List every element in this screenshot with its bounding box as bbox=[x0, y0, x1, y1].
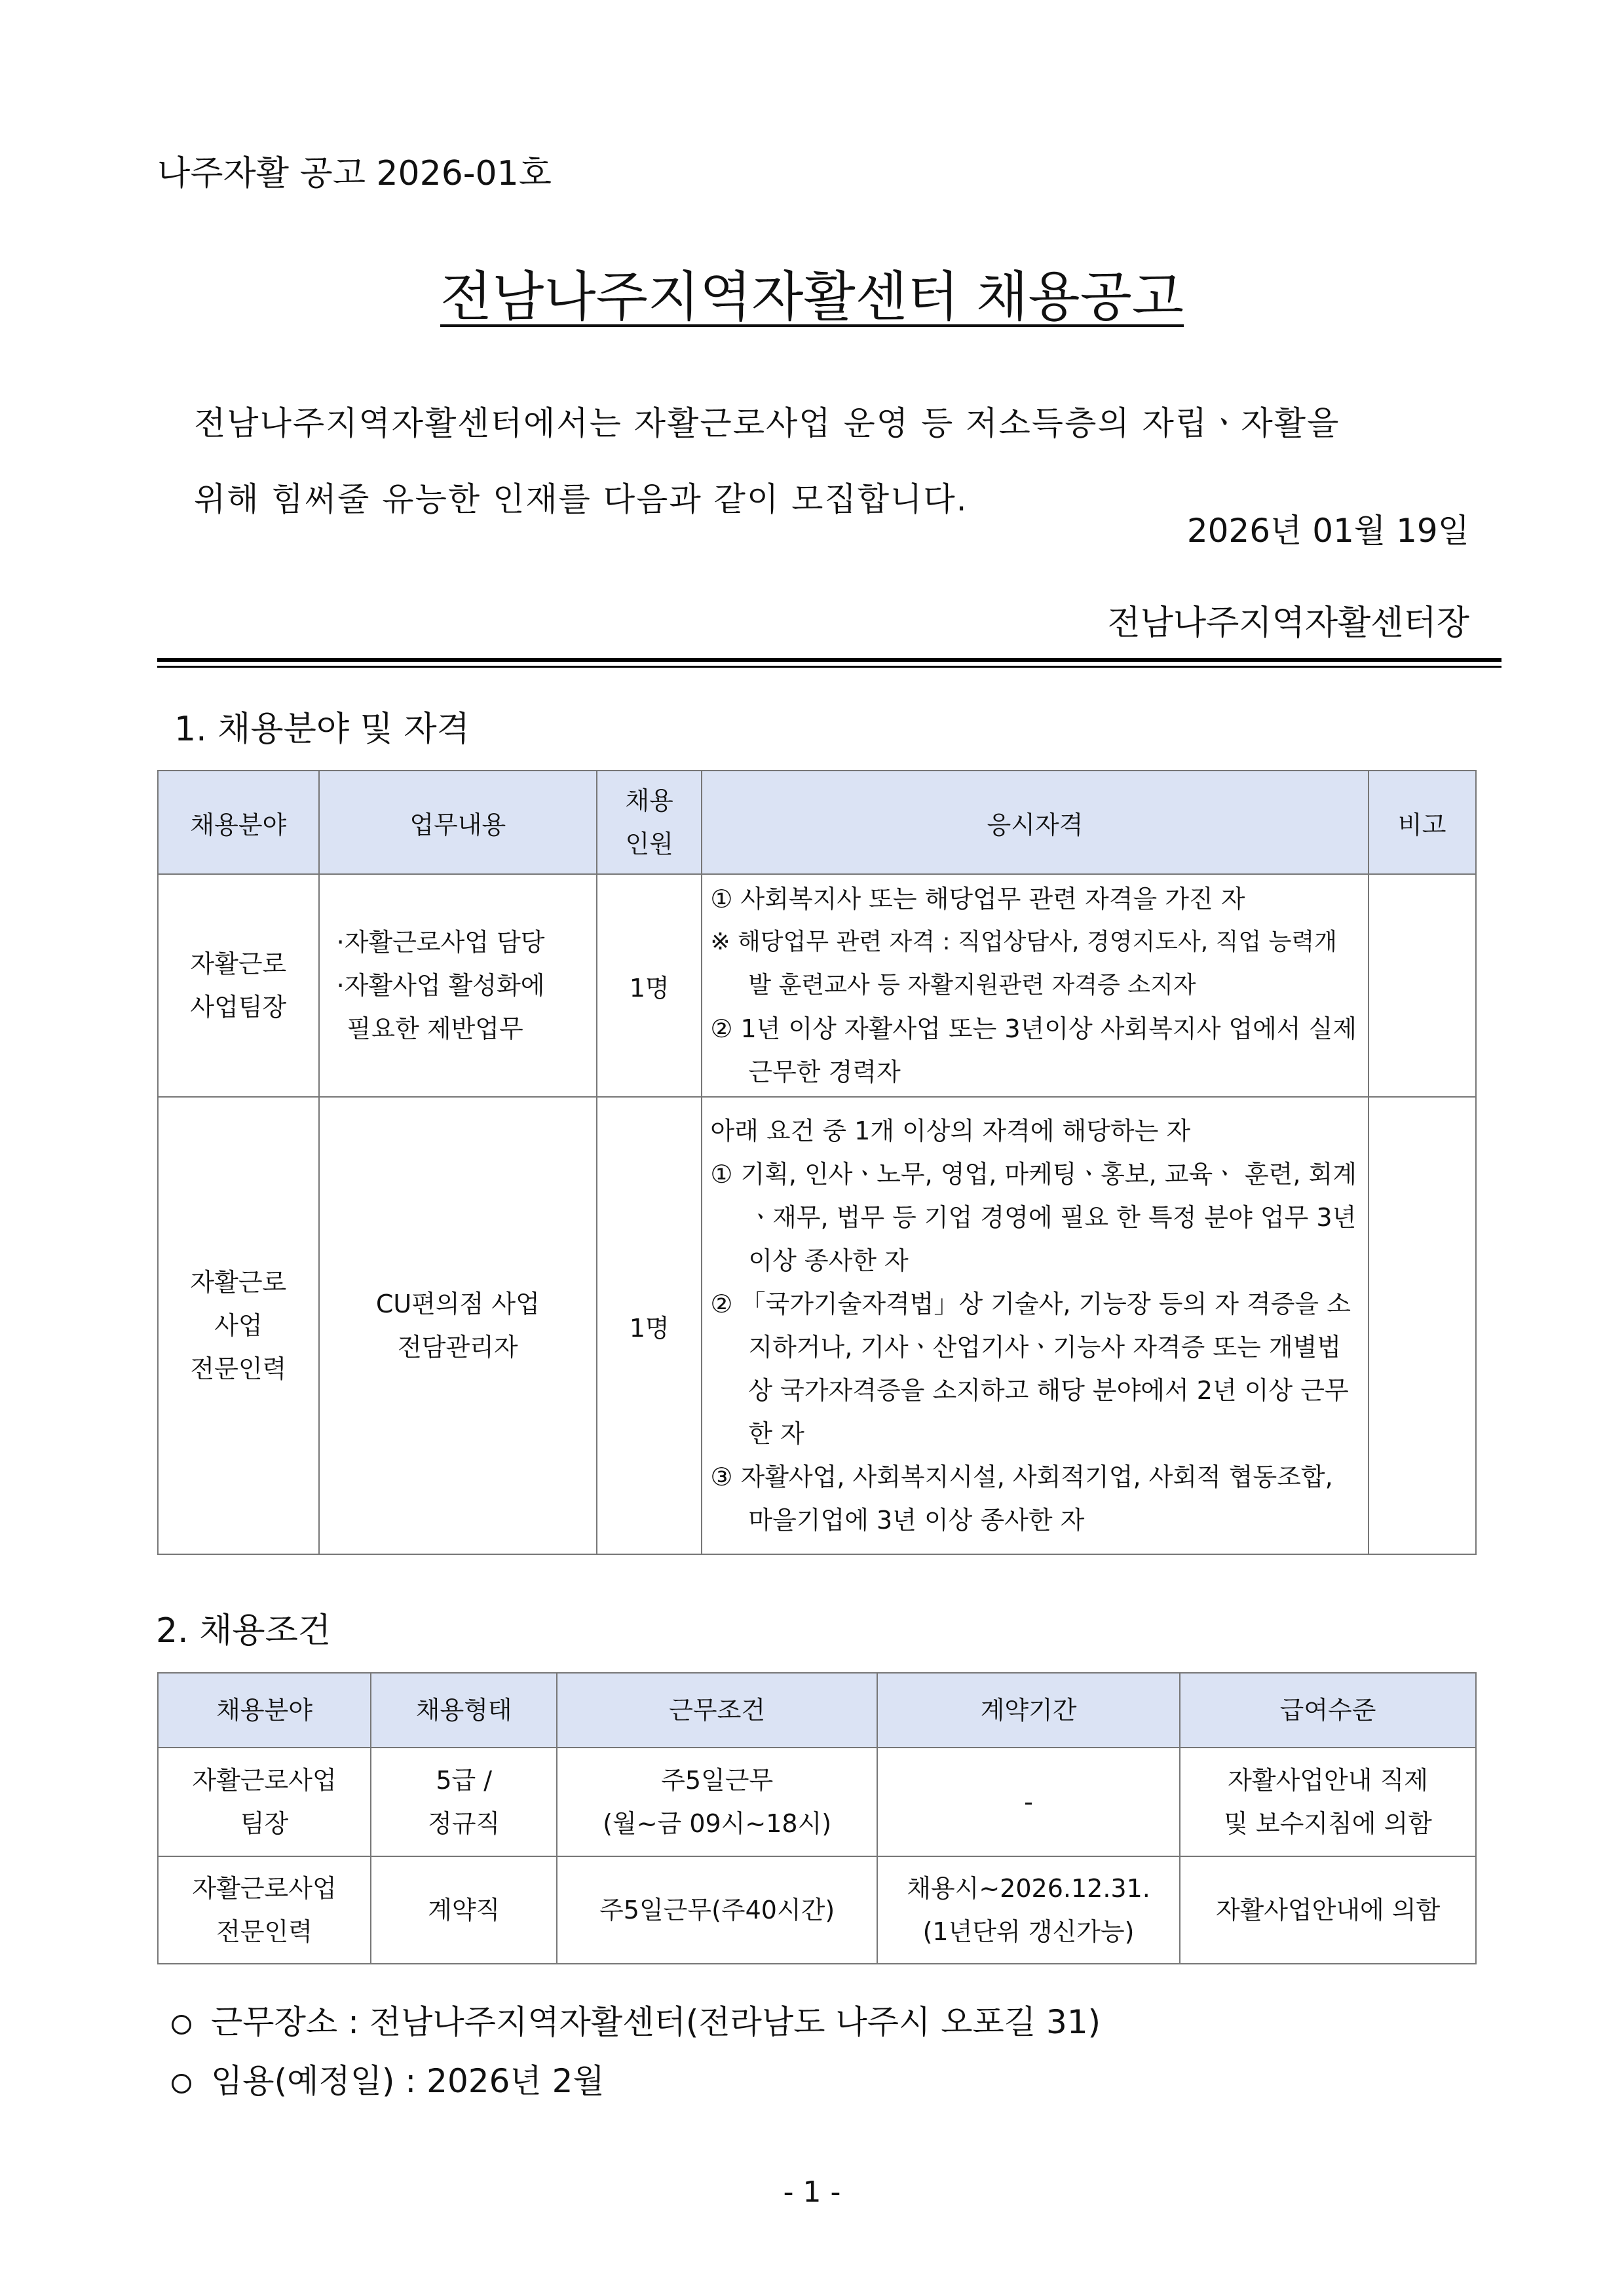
table-header-row bbox=[158, 1673, 1476, 1748]
field-line: 자활근로사업 bbox=[192, 1874, 337, 1903]
employment-conditions-table bbox=[157, 1672, 1477, 1964]
cell-conditions bbox=[557, 1748, 877, 1856]
header-salary: 급여수준 bbox=[1180, 1673, 1476, 1748]
header-duties: 업무내용 bbox=[319, 771, 597, 874]
cell-field bbox=[158, 1097, 319, 1554]
field-line: 팀장 bbox=[240, 1809, 289, 1838]
type-line: 계약직 bbox=[428, 1896, 500, 1924]
cell-period bbox=[877, 1748, 1180, 1856]
divider-thick bbox=[157, 658, 1501, 662]
header-field: 채용분야 bbox=[158, 771, 319, 874]
cell-field bbox=[158, 1856, 371, 1964]
header-field: 채용분야 bbox=[158, 1673, 371, 1748]
field-line: 전문인력 bbox=[190, 1354, 287, 1383]
page-title-text: 전남나주지역자활센터 채용공고 bbox=[440, 266, 1184, 328]
bullet-workplace bbox=[172, 1996, 1101, 2043]
page-number: - 1 - bbox=[783, 2175, 841, 2209]
cell-type bbox=[371, 1856, 557, 1964]
issuer: 전남나주지역자활센터장 bbox=[1107, 603, 1469, 643]
page-title bbox=[0, 254, 1624, 331]
cell-count: 1명 bbox=[597, 874, 702, 1097]
notice-number: 나주자활 공고 2026-01호 bbox=[157, 154, 552, 193]
salary-line: 자활사업안내 직제 bbox=[1228, 1766, 1428, 1795]
header-count-line-1: 채용 bbox=[625, 786, 673, 815]
field-line: 자활근로 bbox=[190, 949, 287, 978]
intro-line-1: 전남나주지역자활센터에서는 자활근로사업 운영 등 저소득층의 자립ㆍ자활을 bbox=[194, 404, 1340, 442]
header-count bbox=[597, 771, 702, 874]
cell-remarks bbox=[1369, 1097, 1476, 1554]
qualification-item: ② 1년 이상 자활사업 또는 3년이상 사회복지사 업에서 실제 근무한 경력자 bbox=[710, 1014, 1357, 1086]
cell-count: 1명 bbox=[597, 1097, 702, 1554]
circle-bullet-icon bbox=[172, 2074, 191, 2094]
divider-thin bbox=[157, 666, 1501, 668]
field-line: 전문인력 bbox=[216, 1917, 312, 1946]
field-line: 자활근로 bbox=[190, 1268, 287, 1297]
period-line: (1년단위 갱신가능) bbox=[922, 1917, 1135, 1946]
header-type: 채용형태 bbox=[371, 1673, 557, 1748]
cell-salary bbox=[1180, 1856, 1476, 1964]
cell-salary bbox=[1180, 1748, 1476, 1856]
header-period: 계약기간 bbox=[877, 1673, 1180, 1748]
cell-period bbox=[877, 1856, 1180, 1964]
recruitment-qualification-table bbox=[157, 770, 1477, 1555]
table-row bbox=[158, 1856, 1476, 1964]
duty-line: CU편의점 사업 bbox=[375, 1290, 540, 1318]
section-1-heading: 1. 채용분야 및 자격 bbox=[174, 710, 470, 749]
qualification-intro: 아래 요건 중 1개 이상의 자격에 해당하는 자 bbox=[710, 1117, 1191, 1145]
bullet-text: 임용(예정일) : 2026년 2월 bbox=[211, 2062, 605, 2100]
circle-bullet-icon bbox=[172, 2015, 191, 2035]
cell-type bbox=[371, 1748, 557, 1856]
cell-duties bbox=[319, 1097, 597, 1554]
section-2-heading: 2. 채용조건 bbox=[156, 1611, 331, 1651]
qualification-item: ① 사회복지사 또는 해당업무 관련 자격을 가진 자 bbox=[710, 885, 1245, 913]
duty-line: ·자활사업 활성화에 bbox=[336, 971, 545, 1000]
qualification-note: ※ 해당업무 관련 자격 : 직업상담사, 경영지도사, 직업 능력개발 훈련교사 등 자활지원관련 자격증 소지자 bbox=[710, 928, 1337, 999]
header-qualification: 응시자격 bbox=[702, 771, 1368, 874]
field-line: 사업팀장 bbox=[190, 993, 287, 1022]
cell-remarks bbox=[1369, 874, 1476, 1097]
field-line: 자활근로사업 bbox=[192, 1766, 337, 1795]
intro-line-2: 위해 힘써줄 유능한 인재를 다음과 같이 모집합니다. bbox=[194, 480, 968, 518]
type-line: 정규직 bbox=[428, 1809, 500, 1838]
cell-qualification bbox=[702, 874, 1368, 1097]
period-line: - bbox=[1024, 1788, 1033, 1816]
cell-duties bbox=[319, 874, 597, 1097]
salary-line: 및 보수지침에 의함 bbox=[1224, 1809, 1432, 1838]
cell-field bbox=[158, 874, 319, 1097]
type-line: 5급 / bbox=[436, 1766, 493, 1795]
announcement-date: 2026년 01월 19일 bbox=[1186, 512, 1469, 550]
qualification-item: ② 「국가기술자격법」상 기술사, 기능장 등의 자 격증을 소지하거나, 기사ㆍ산업기사ㆍ기능사 자격증 또는 개별법상 국가자격증을 소지하고 해당 분야에서 2년 이상 근무한 자 bbox=[710, 1290, 1351, 1448]
header-conditions: 근무조건 bbox=[557, 1673, 877, 1748]
bullet-text: 근무장소 : 전남나주지역자활센터(전라남도 나주시 오포길 31) bbox=[211, 2003, 1101, 2041]
salary-line: 자활사업안내에 의함 bbox=[1215, 1896, 1441, 1924]
table-row bbox=[158, 874, 1476, 1097]
qualification-item: ③ 자활사업, 사회복지시설, 사회적기업, 사회적 협동조합, 마을기업에 3년 이상 종사한 자 bbox=[710, 1463, 1333, 1535]
table-row bbox=[158, 1097, 1476, 1554]
header-remarks: 비고 bbox=[1369, 771, 1476, 874]
bullet-appointment bbox=[172, 2055, 605, 2102]
condition-line: (월~금 09시~18시) bbox=[603, 1809, 832, 1838]
field-line: 사업 bbox=[214, 1311, 263, 1340]
condition-line: 주5일근무 bbox=[661, 1766, 774, 1795]
table-row bbox=[158, 1748, 1476, 1856]
condition-line: 주5일근무(주40시간) bbox=[599, 1896, 835, 1924]
duty-line: ·자활근로사업 담당 bbox=[336, 928, 545, 957]
period-line: 채용시~2026.12.31. bbox=[907, 1874, 1150, 1903]
duty-line: 전담관리자 bbox=[398, 1333, 518, 1362]
cell-qualification bbox=[702, 1097, 1368, 1554]
qualification-item: ① 기획, 인사ㆍ노무, 영업, 마케팅ㆍ홍보, 교육ㆍ 훈련, 회계ㆍ재무, 법무 등 기업 경영에 필요 한 특정 분야 업무 3년 이상 종사한 자 bbox=[710, 1160, 1357, 1275]
cell-conditions bbox=[557, 1856, 877, 1964]
header-count-line-2: 인원 bbox=[625, 830, 673, 858]
table-header-row bbox=[158, 771, 1476, 874]
cell-field bbox=[158, 1748, 371, 1856]
duty-line: 필요한 제반업무 bbox=[347, 1014, 523, 1043]
